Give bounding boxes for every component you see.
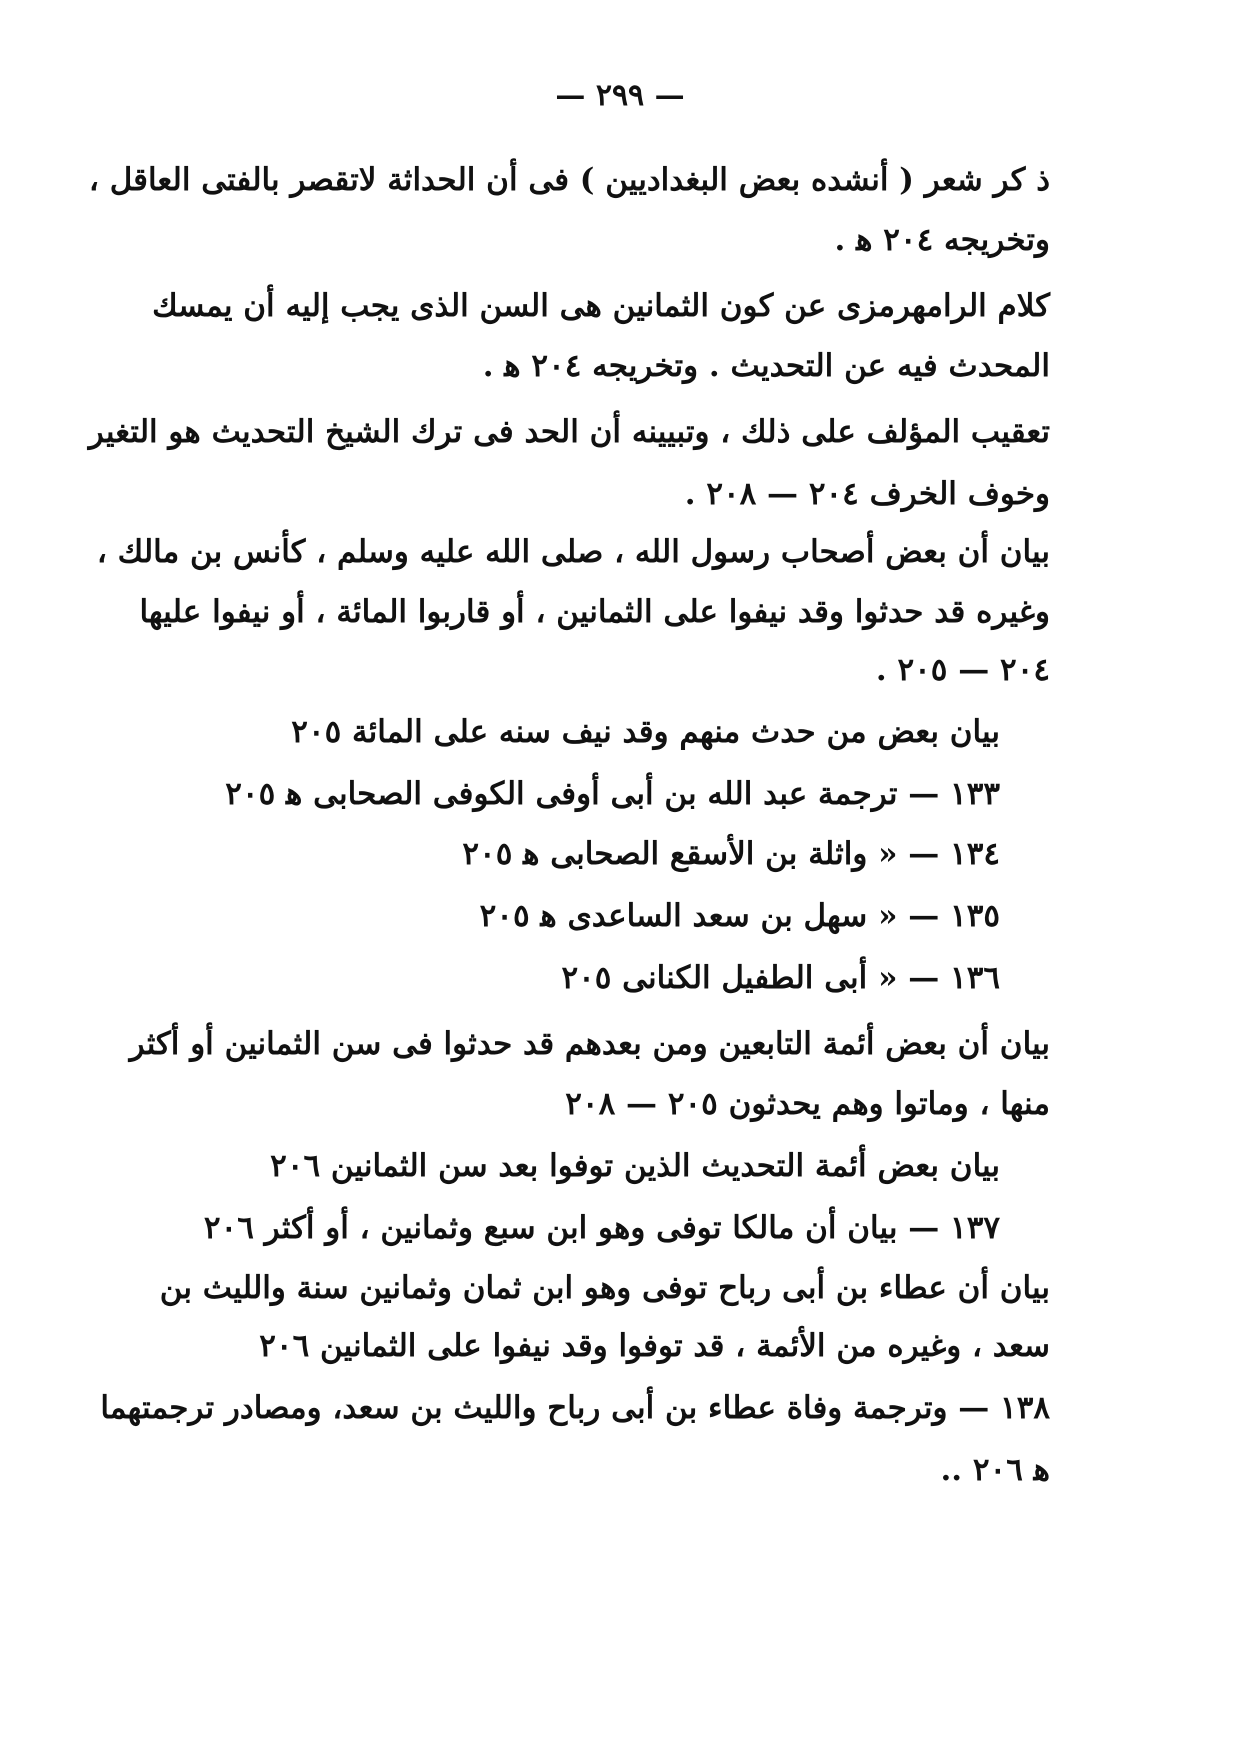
entry-line: بيان بعض من حدث منهم وقد نيف سنه على المائة ٢٠٥	[291, 714, 1000, 750]
entry-line: ١٣٨ — وترجمة وفاة عطاء بن أبى رباح والليث بن سعد، ومصادر ترجمتهما	[100, 1390, 1050, 1426]
entry-line: سعد ، وغيره من الأئمة ، قد توفوا وقد نيفوا على الثمانين ٢٠٦	[259, 1328, 1050, 1364]
entry-line: ١٣٣ — ترجمة عبد الله بن أبى أوفى الكوفى الصحابى ﻫ ٢٠٥	[225, 776, 1000, 812]
entry-line: وغيره قد حدثوا وقد نيفوا على الثمانين ، أو قاربوا المائة ، أو نيفوا عليها	[139, 594, 1050, 630]
entry-line: منها ، وماتوا وهم يحدثون ٢٠٥ — ٢٠٨	[565, 1086, 1050, 1122]
entry-line: بيان أن بعض أئمة التابعين ومن بعدهم قد حدثوا فى سن الثمانين أو أكثر	[129, 1026, 1050, 1062]
entry-line: بيان أن بعض أصحاب رسول الله ، صلى الله عليه وسلم ، كأنس بن مالك ،	[96, 534, 1050, 570]
entry-line: وتخريجه ٢٠٤ ﻫ .	[834, 222, 1050, 258]
entry-line: ١٣٥ — « سهل بن سعد الساعدى ﻫ ٢٠٥	[479, 898, 1000, 934]
entry-line: ٢٠٤ — ٢٠٥ .	[875, 652, 1050, 688]
entry-line: وخوف الخرف ٢٠٤ — ٢٠٨ .	[684, 476, 1050, 512]
entry-line: ١٣٤ — « واثلة بن الأسقع الصحابى ﻫ ٢٠٥	[462, 836, 1000, 872]
entry-line: كلام الرامهرمزى عن كون الثمانين هى السن الذى يجب إليه أن يمسك	[152, 288, 1050, 324]
entry-line: ذ كر شعر ( أنشده بعض البغداديين ) فى أن الحداثة لاتقصر بالفتى العاقل ،	[88, 162, 1050, 198]
entry-line: ١٣٧ — بيان أن مالكا توفى وهو ابن سبع وثمانين ، أو أكثر ٢٠٦	[203, 1210, 1000, 1246]
entry-line: بيان بعض أئمة التحديث الذين توفوا بعد سن الثمانين ٢٠٦	[270, 1148, 1000, 1184]
entry-line: بيان أن عطاء بن أبى رباح توفى وهو ابن ثمان وثمانين سنة والليث بن	[159, 1270, 1050, 1306]
entry-line: المحدث فيه عن التحديث . وتخريجه ٢٠٤ ﻫ .	[482, 348, 1050, 384]
entry-line: ﻫ ٢٠٦ ..	[940, 1452, 1050, 1488]
page-number: — ٢٩٩ —	[555, 78, 685, 113]
entry-line: تعقيب المؤلف على ذلك ، وتبيينه أن الحد فى ترك الشيخ التحديث هو التغير	[88, 414, 1050, 450]
entry-line: ١٣٦ — « أبى الطفيل الكنانى ٢٠٥	[561, 960, 1000, 996]
